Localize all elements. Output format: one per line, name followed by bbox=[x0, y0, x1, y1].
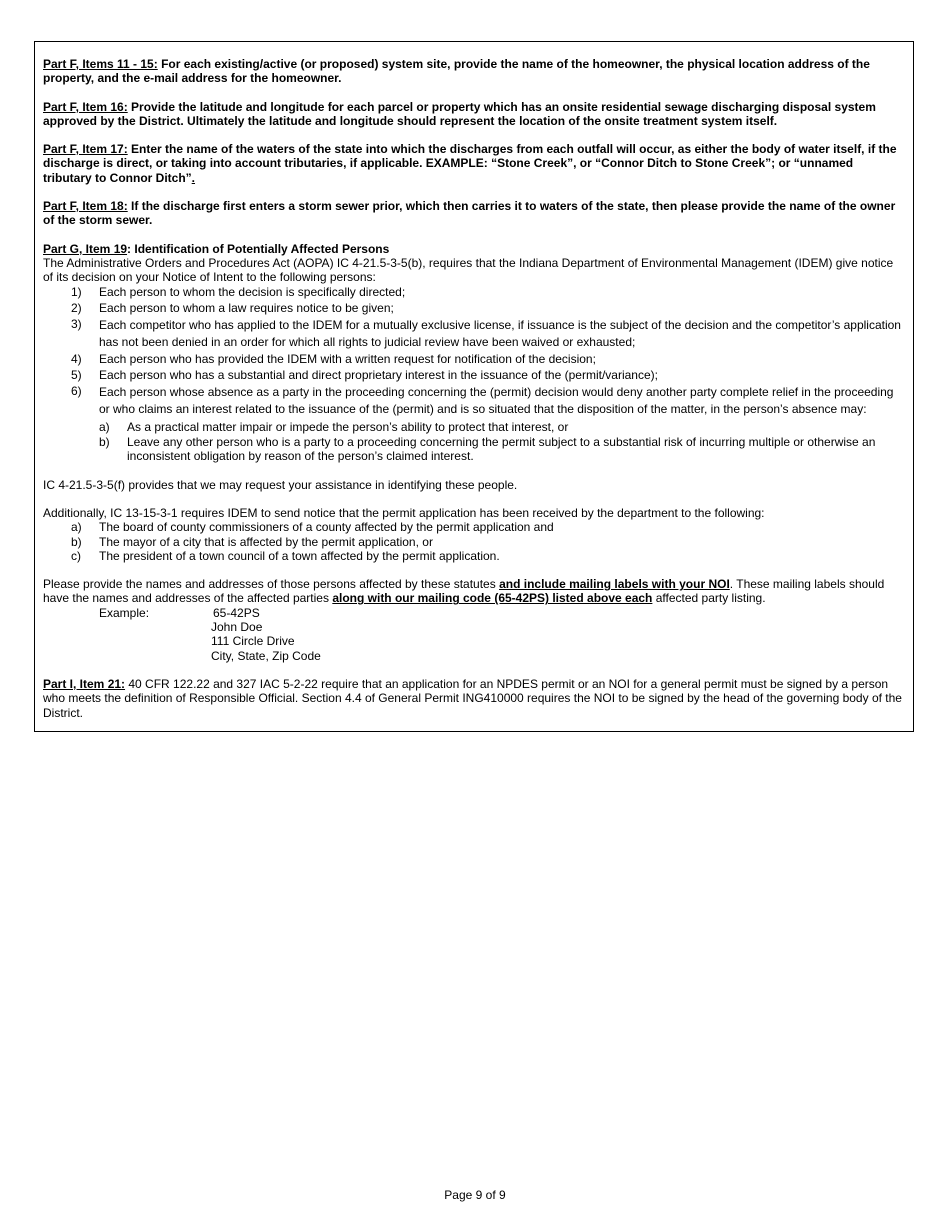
list-text: Each person to whom a law requires notice to be given; bbox=[99, 300, 394, 315]
example-name: John Doe bbox=[211, 620, 263, 635]
provide-bold-2: along with our mailing code (65-42PS) listed above each bbox=[332, 591, 653, 606]
notice-text: The mayor of a city that is affected by the permit application, or bbox=[99, 534, 433, 549]
mailing-labels-instructions bbox=[43, 577, 905, 606]
notice-letter: a) bbox=[71, 520, 82, 535]
part-f-item-18 bbox=[43, 199, 905, 228]
provide-bold-1: and include mailing labels with your NOI bbox=[499, 577, 730, 592]
page-number: Page 9 of 9 bbox=[444, 1188, 506, 1202]
list-item bbox=[43, 368, 905, 382]
example-city-state-zip: City, State, Zip Code bbox=[211, 648, 321, 663]
part-f-item-16 bbox=[43, 100, 905, 129]
provide-text-2: . These mailing labels should have the names and addresses of the affected parties bbox=[43, 577, 885, 606]
list-text: Each person whose absence as a party in the proceeding concerning the (permit) decision would deny another party complete relief in the proceeding or who claims an interest related to the issuance of the (permit) and is so situated that the disposition of the matter, in the person’s absence may: bbox=[99, 384, 894, 416]
notice-letter: c) bbox=[71, 548, 81, 563]
list-item bbox=[43, 317, 905, 351]
provide-text-1: Please provide the names and addresses of those persons affected by these statutes bbox=[43, 577, 500, 592]
part-g-19-label: Part G, Item 19 bbox=[43, 241, 128, 256]
example-mailing-code: 65-42PS bbox=[213, 605, 260, 620]
part-f-16-text: Provide the latitude and longitude for each parcel or property which has an onsite residential sewage discharging disposal system approved by the District. Ultimately the latitude and longitude should represent the location of the onsite treatment system itself. bbox=[43, 99, 876, 128]
list-text: Each competitor who has applied to the IDEM for a mutually exclusive license, if issuance is the subject of the decision and the competitor’s application has not been denied in an order for which all rights to judicial review have been waived or exhausted; bbox=[99, 318, 901, 350]
notice-text: The board of county commissioners of a county affected by the permit application and bbox=[99, 520, 554, 535]
list-number: 4) bbox=[71, 352, 82, 367]
additionally-text: Additionally, IC 13-15-3-1 requires IDEM to send notice that the permit application has been received by the department to the following: bbox=[43, 505, 765, 520]
list-number: 2) bbox=[71, 300, 82, 315]
list-number: 3) bbox=[71, 317, 82, 332]
notice-item bbox=[43, 520, 905, 534]
list-item bbox=[43, 384, 905, 418]
part-g-19-intro: The Administrative Orders and Procedures Act (AOPA) IC 4-21.5-3-5(b), requires that the Indiana Department of Environmental Management (IDEM) give notice of its decision on your Notice of Intent to the following persons: bbox=[43, 255, 894, 285]
assist-text: IC 4-21.5-3-5(f) provides that we may request your assistance in identifying these people. bbox=[43, 477, 518, 492]
list-number: 6) bbox=[71, 383, 82, 398]
part-f-17-label: Part F, Item 17: bbox=[43, 142, 128, 157]
list-item bbox=[43, 352, 905, 366]
notice-item bbox=[43, 535, 905, 549]
notice-letter: b) bbox=[71, 534, 82, 549]
instructions-box bbox=[34, 41, 914, 732]
sub-list-text: Leave any other person who is a party to a proceeding concerning the permit subject to a substantial risk of incurring multiple or otherwise an inconsistent obligation by reason of the person’s claimed interest. bbox=[127, 435, 876, 464]
part-i-21-label: Part I, Item 21: bbox=[43, 676, 126, 691]
sub-list-item bbox=[43, 435, 905, 464]
part-f-17-end: . bbox=[191, 170, 196, 185]
list-item bbox=[43, 301, 905, 315]
part-f-18-label: Part F, Item 18: bbox=[43, 199, 128, 214]
part-f-17-text: Enter the name of the waters of the state into which the discharges from each outfall will occur, as either the body of water itself, if the discharge is direct, or taking into account tributaries, if applicable. EXAMPLE: “Stone Creek”, or “Connor Ditch to Stone Creek”; or “unnamed tributary to Connor Ditch” bbox=[43, 142, 897, 185]
sub-list-item bbox=[43, 420, 905, 434]
list-text: Each person who has a substantial and direct proprietary interest in the issuance of the (permit/variance); bbox=[99, 368, 658, 383]
part-g-19-heading bbox=[43, 242, 905, 256]
part-f-items-11-15 bbox=[43, 57, 905, 86]
part-i-item-21 bbox=[43, 677, 905, 720]
part-i-21-text: 40 CFR 122.22 and 327 IAC 5-2-22 require that an application for an NPDES permit or an NOI for a general permit must be signed by a person who meets the definition of Responsible Official. Section 4.4 of General Permit ING410000 requires the NOI to be signed by the head of the governing body of the District. bbox=[43, 676, 902, 720]
part-f-11-15-label: Part F, Items 11 - 15: bbox=[43, 57, 158, 71]
list-text: Each person to whom the decision is specifically directed; bbox=[99, 284, 406, 299]
example-label: Example: bbox=[99, 605, 150, 620]
list-item bbox=[43, 285, 905, 299]
sub-list-letter: b) bbox=[99, 435, 110, 450]
example-block bbox=[43, 606, 905, 620]
notice-item bbox=[43, 549, 905, 563]
notice-text: The president of a town council of a town affected by the permit application. bbox=[99, 548, 500, 563]
provide-text-3: affected party listing. bbox=[652, 591, 766, 606]
sub-list-letter: a) bbox=[99, 419, 110, 434]
part-f-11-15-text: For each existing/active (or proposed) system site, provide the name of the homeowner, the physical location address of the property, and the e-mail address for the homeowner. bbox=[43, 57, 870, 86]
list-number: 5) bbox=[71, 368, 82, 383]
part-f-item-17 bbox=[43, 142, 905, 185]
sub-list-text: As a practical matter impair or impede the person’s ability to protect that interest, or bbox=[127, 419, 569, 434]
list-text: Each person who has provided the IDEM with a written request for notification of the decision; bbox=[99, 352, 596, 367]
list-number: 1) bbox=[71, 284, 82, 299]
part-g-19-title: : Identification of Potentially Affected Persons bbox=[127, 241, 390, 256]
example-street: 111 Circle Drive bbox=[211, 634, 295, 649]
part-f-16-label: Part F, Item 16: bbox=[43, 99, 128, 114]
part-g-item-19 bbox=[43, 242, 905, 663]
part-f-18-text: If the discharge first enters a storm sewer prior, which then carries it to waters of the state, then please provide the name of the owner of the storm sewer. bbox=[43, 199, 896, 228]
